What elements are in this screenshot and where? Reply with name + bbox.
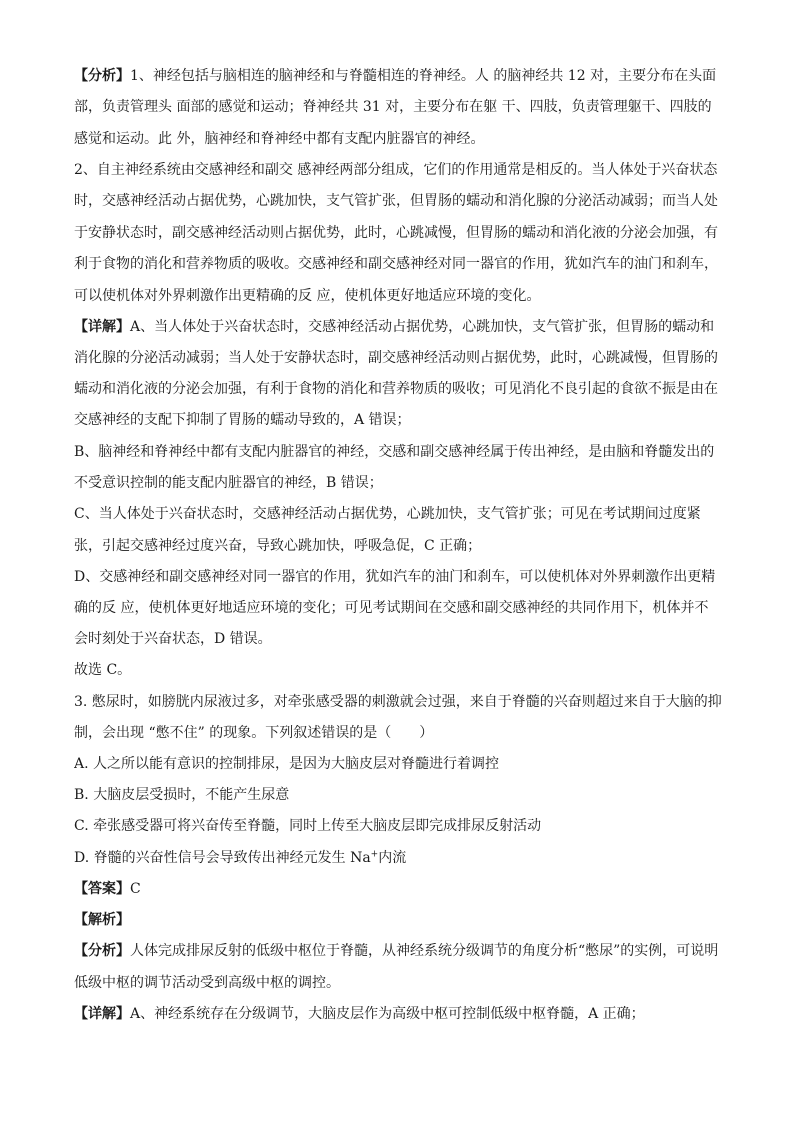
text-line bbox=[74, 287, 724, 305]
section-tag: 【解析】 bbox=[74, 912, 130, 928]
text-line bbox=[74, 380, 724, 398]
text-line bbox=[74, 786, 724, 804]
text-line bbox=[74, 724, 724, 742]
section-tag: 【分析】 bbox=[74, 943, 130, 959]
line-text: 人体完成排尿反射的低级中枢位于脊髓，从神经系统分级调节的角度分析“憋尿”的实例，可说明 bbox=[130, 943, 719, 959]
line-text: A、当人体处于兴奋状态时，交感神经活动占据优势，心跳加快，支气管扩张，但胃肠的蠕动和 bbox=[130, 319, 715, 335]
line-text: 低级中枢的调节活动受到高级中枢的调控。 bbox=[74, 975, 340, 991]
line-text: 消化腺的分泌活动减弱；当人处于安静状态时，副交感神经活动则占据优势，此时，心跳减慢，但胃肠的 bbox=[74, 350, 718, 366]
line-text: 张，引起交感神经过度兴奋，导致心跳加快，呼吸急促，C 正确； bbox=[74, 538, 482, 554]
line-text: 于安静状态时，副交感神经活动则占据优势，此时，心跳减慢，但胃肠的蠕动和消化液的分泌会加强，有 bbox=[74, 225, 718, 241]
section-tag: 【分析】 bbox=[74, 68, 130, 84]
line-text: 利于食物的消化和营养物质的吸收。交感神经和副交感神经对同一器官的作用，犹如汽车的油门和刹车， bbox=[74, 256, 718, 272]
line-text: B. 大脑皮层受损时，不能产生尿意 bbox=[74, 787, 290, 803]
text-line bbox=[74, 161, 724, 179]
text-line bbox=[74, 130, 724, 148]
text-line bbox=[74, 911, 724, 929]
text-line bbox=[74, 192, 724, 210]
line-text: 时，交感神经活动占据优势，心跳加快，支气管扩张，但胃肠的蠕动和消化腺的分泌活动减弱；而当人处 bbox=[74, 193, 718, 209]
text-line bbox=[74, 1005, 724, 1023]
section-tag: 【答案】 bbox=[74, 881, 130, 897]
text-line bbox=[74, 349, 724, 367]
line-text-after: 内流 bbox=[378, 850, 407, 866]
line-text: 会时刻处于兴奋状态，D 错误。 bbox=[74, 631, 272, 647]
line-text: 交感神经的支配下抑制了胃肠的蠕动导致的，A 错误； bbox=[74, 412, 411, 428]
text-line bbox=[74, 224, 724, 242]
line-text: 2、自主神经系统由交感神经和副交 感神经两部分组成，它们的作用通常是相反的。当人体处于兴奋状态 bbox=[74, 162, 718, 178]
text-line bbox=[74, 974, 724, 992]
text-line bbox=[74, 411, 724, 429]
text-line bbox=[74, 505, 724, 523]
text-line bbox=[74, 942, 724, 960]
line-text: 蠕动和消化液的分泌会加强，有利于食物的消化和营养物质的吸收；可见消化不良引起的食欲不振是由在 bbox=[74, 381, 718, 397]
line-text: 感觉和运动。此 外，脑神经和脊神经中都有支配内脏器官的神经。 bbox=[74, 131, 485, 147]
text-line bbox=[74, 755, 724, 773]
text-line bbox=[74, 880, 724, 898]
text-line bbox=[74, 318, 724, 336]
line-text: D、交感神经和副交感神经对同一器官的作用，犹如汽车的油门和刹车，可以使机体对外界刺激作出更精 bbox=[74, 569, 716, 585]
text-line bbox=[74, 98, 724, 116]
text-line bbox=[74, 599, 724, 617]
text-line bbox=[74, 537, 724, 555]
section-tag: 【详解】 bbox=[74, 1006, 130, 1022]
text-line bbox=[74, 661, 724, 679]
text-line bbox=[74, 255, 724, 273]
line-text: A、神经系统存在分级调节，大脑皮层作为高级中枢可控制低级中枢脊髓，A 正确； bbox=[130, 1006, 645, 1022]
line-text: C bbox=[130, 881, 141, 897]
line-text: 不受意识控制的能支配内脏器官的神经，B 错误； bbox=[74, 475, 383, 491]
line-text: 确的反 应，使机体更好地适应环境的变化；可见考试期间在交感和副交感神经的共同作用下，机体并不 bbox=[74, 600, 709, 616]
line-text: B、脑神经和脊神经中都有支配内脏器官的神经，交感和副交感神经属于传出神经，是由脑和脊髓发出的 bbox=[74, 444, 715, 460]
text-line bbox=[74, 443, 724, 461]
text-line bbox=[74, 630, 724, 648]
line-text: C、当人体处于兴奋状态时，交感神经活动占据优势，心跳加快，支气管扩张；可见在考试期间过度紧 bbox=[74, 506, 701, 522]
text-line bbox=[74, 693, 724, 711]
superscript: + bbox=[370, 849, 379, 860]
line-text: 部，负责管理头 面部的感觉和运动；脊神经共 31 对，主要分布在躯 干、四肢，负责管理躯干、四肢的 bbox=[74, 99, 712, 115]
section-tag: 【详解】 bbox=[74, 319, 130, 335]
line-text: 3. 憋尿时，如膀胱内尿液过多，对牵张感受器的刺激就会过强，来自于脊髓的兴奋则超过来自于大脑的抑 bbox=[74, 694, 722, 710]
line-text: D. 脊髓的兴奋性信号会导致传出神经元发生 Na bbox=[74, 850, 371, 866]
line-text: 故选 C。 bbox=[74, 662, 132, 678]
line-text: C. 牵张感受器可将兴奋传至脊髓，同时上传至大脑皮层即完成排尿反射活动 bbox=[74, 818, 542, 834]
text-line bbox=[74, 817, 724, 835]
text-line bbox=[74, 67, 724, 85]
line-text: A. 人之所以能有意识的控制排尿，是因为大脑皮层对脊髓进行着调控 bbox=[74, 756, 500, 772]
line-text: 1、神经包括与脑相连的脑神经和与脊髓相连的脊神经。人 的脑神经共 12 对，主要分布在头面 bbox=[130, 68, 717, 84]
text-line bbox=[74, 474, 724, 492]
text-line bbox=[74, 849, 724, 867]
text-line bbox=[74, 568, 724, 586]
line-text: 可以使机体对外界刺激作出更精确的反 应，使机体更好地适应环境的变化。 bbox=[74, 288, 541, 304]
line-text: 制，会出现 “憋不住” 的现象。下列叙述错误的是（ ） bbox=[74, 725, 434, 741]
